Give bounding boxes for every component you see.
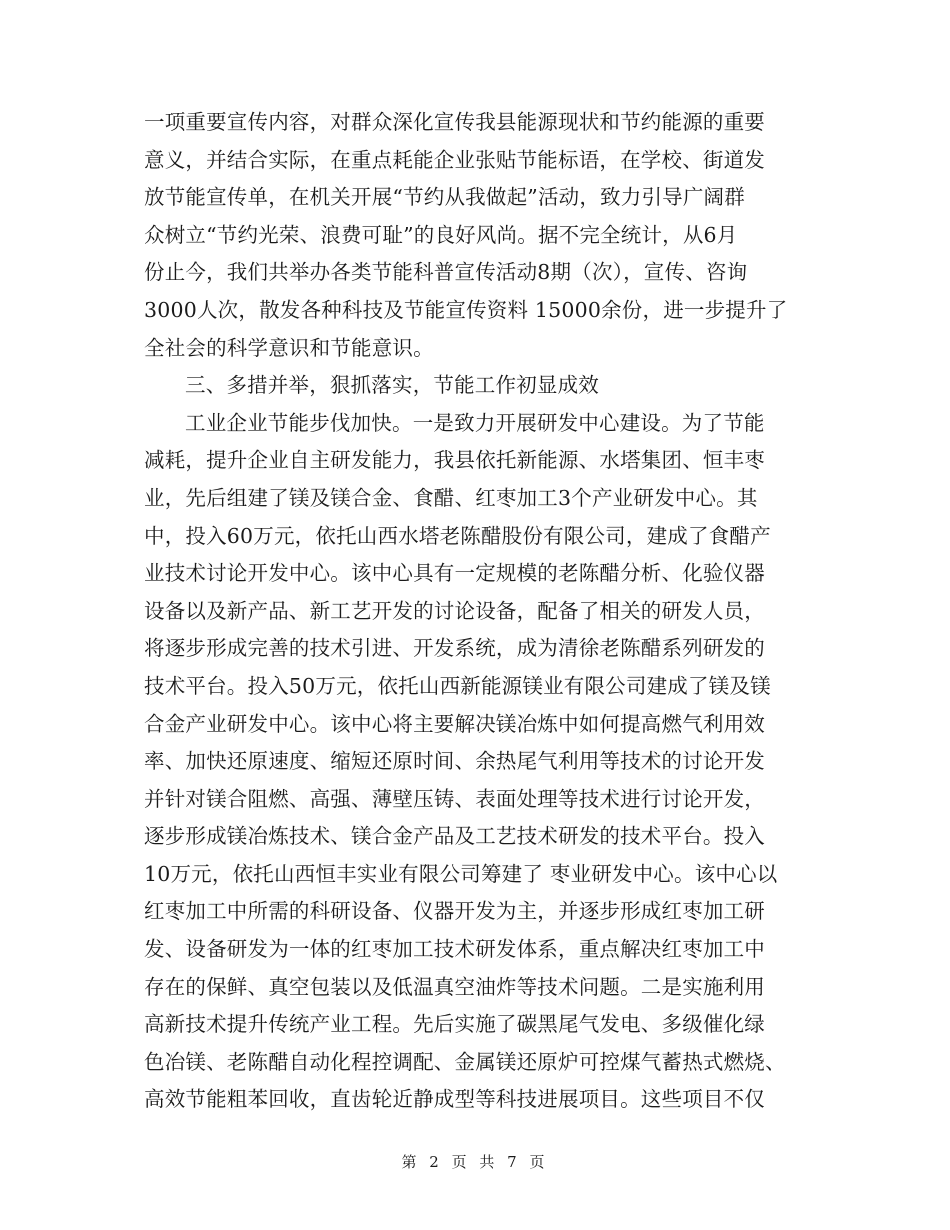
text-line: 业技术讨论开发中心。该中心具有一定规模的老陈醋分析、化验仪器 xyxy=(144,561,765,586)
text-line: 份止今，我们共举办各类节能科普宣传活动8期（次），宣传、咨询 xyxy=(144,260,748,285)
text-line: 一项重要宣传内容，对群众深化宣传我县能源现状和节约能源的重要 xyxy=(144,110,765,134)
text-line: 发、设备研发为一体的红枣加工技术研发体系，重点解决红枣加工中 xyxy=(144,937,765,962)
text-line: 合金产业研发中心。该中心将主要解决镁冶炼中如何提高燃气利用效 xyxy=(144,711,765,736)
text-line: 红枣加工中所需的科研设备、仪器开发为主，并逐步形成红枣加工研 xyxy=(144,899,765,924)
text-line: 放节能宣传单，在机关开展“节约从我做起”活动，致力引导广阔群 xyxy=(144,185,745,210)
text-line: 并针对镁合阻燃、高强、薄壁压铸、表面处理等技术进行讨论开发， xyxy=(144,786,765,811)
text-line: 技术平台。投入50万元，依托山西新能源镁业有限公司建成了镁及镁 xyxy=(144,673,771,698)
page-number: 第 2 页 共 7 页 xyxy=(401,1153,549,1171)
body-text xyxy=(144,104,806,1119)
text-line: 高效节能粗苯回收，直齿轮近静成型等科技进展项目。这些项目不仅 xyxy=(144,1087,765,1112)
text-line: 高新技术提升传统产业工程。先后实施了碳黑尾气发电、多级催化绿 xyxy=(144,1012,765,1037)
text-line: 全社会的科学意识和节能意识。 xyxy=(144,335,434,360)
text-line: 10万元，依托山西恒丰实业有限公司筹建了 枣业研发中心。该中心以 xyxy=(144,861,778,886)
text-line: 工业企业节能步伐加快。一是致力开展研发中心建设。为了节能 xyxy=(185,410,765,435)
text-line: 设备以及新产品、新工艺开发的讨论设备，配备了相关的研发人员， xyxy=(144,598,765,623)
text-line: 中，投入60万元，依托山西水塔老陈醋股份有限公司，建成了食醋产 xyxy=(144,523,771,548)
text-line: 减耗，提升企业自主研发能力，我县依托新能源、水塔集团、恒丰枣 xyxy=(144,448,765,473)
text-line: 众树立“节约光荣、浪费可耻”的良好风尚。据不完全统计，从6月 xyxy=(144,222,738,247)
text-line: 色冶镁、老陈醋自动化程控调配、金属镁还原炉可控煤气蓄热式燃烧、 xyxy=(144,1049,786,1074)
text-line: 存在的保鲜、真空包装以及低温真空油炸等技术问题。二是实施利用 xyxy=(144,974,765,999)
section-heading: 三、多措并举，狠抓落实，节能工作初显成效 xyxy=(185,373,599,398)
text-line: 业，先后组建了镁及镁合金、食醋、红枣加工3个产业研发中心。其 xyxy=(144,485,758,510)
text-line: 将逐步形成完善的技术引进、开发系统，成为清徐老陈醋系列研发的 xyxy=(144,636,765,661)
text-line: 意义，并结合实际，在重点耗能企业张贴节能标语，在学校、街道发 xyxy=(144,147,765,172)
text-line: 逐步形成镁冶炼技术、镁合金产品及工艺技术研发的技术平台。投入 xyxy=(144,824,765,849)
text-line: 3000人次，散发各种科技及节能宣传资料 15000余份，进一步提升了 xyxy=(144,297,788,322)
text-line: 率、加快还原速度、缩短还原时间、余热尾气利用等技术的讨论开发 xyxy=(144,749,765,774)
